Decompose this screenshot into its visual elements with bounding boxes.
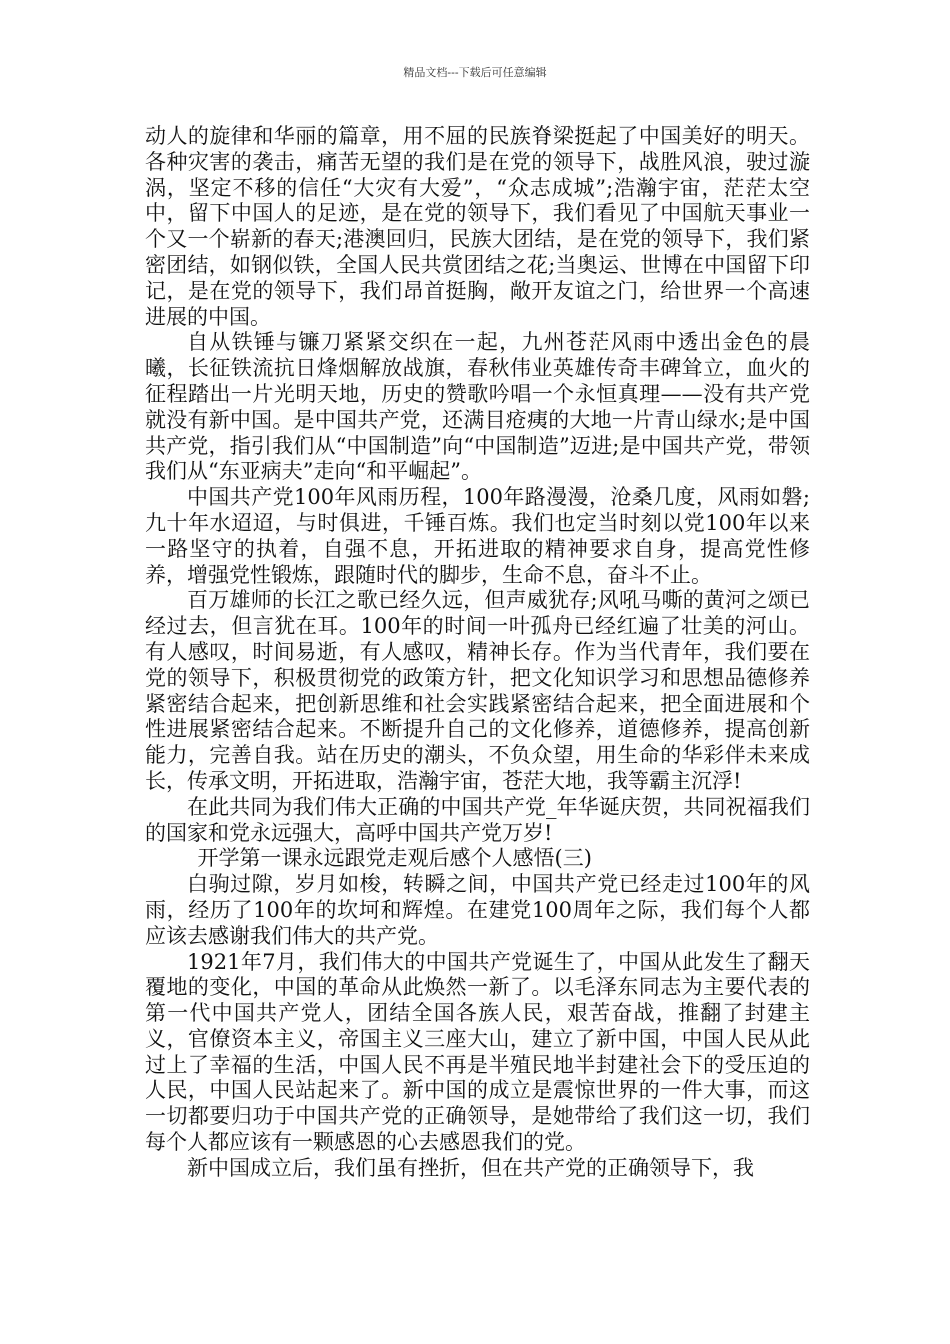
paragraph-continued: 动人的旋律和华丽的篇章，用不屈的民族脊梁挺起了中国美好的明天。各种灾害的袭击，痛苦无望的我们是在党的领导下，战胜风浪，驶过漩涡，坚定不移的信任“大灾有大爱”，“众志成城”;浩瀚宇宙，茫茫太空中，留下中国人的足迹，是在党的领导下，我们看见了中国航天事业一个又一个崭新的春天;港澳回归，民族大团结，是在党的领导下，我们紧密团结，如钢似铁，全国人民共赏团结之花;当奥运、世博在中国留下印记，是在党的领导下，我们昂首挺胸，敞开友谊之门，给世界一个高速进展的中国。: [145, 124, 810, 329]
paragraph: 中国共产党100年风雨历程，100年路漫漫，沧桑几度，风雨如磐;九十年水迢迢，与时俱进，千锤百炼。我们也定当时刻以党100年以来一路坚守的执着，自强不息，开拓进取的精神要求自身，提高党性修养，增强党性锻炼，跟随时代的脚步，生命不息，奋斗不止。: [145, 485, 810, 587]
paragraph: 在此共同为我们伟大正确的中国共产党_年华诞庆贺，共同祝福我们的国家和党永远强大，高呼中国共产党万岁!: [145, 794, 810, 845]
paragraph: 自从铁锤与镰刀紧紧交织在一起，九州苍茫风雨中透出金色的晨曦，长征铁流抗日烽烟解放战旗，春秋伟业英雄传奇丰碑耸立，血火的征程踏出一片光明天地，历史的赞歌吟唱一个永恒真理——没有共产党就没有新中国。是中国共产党，还满目疮痍的大地一片青山绿水;是中国共产党，指引我们从“中国制造”向“中国制造”迈进;是中国共产党，带领我们从“东亚病夫”走向“和平崛起”。: [145, 330, 810, 484]
paragraph-truncated: 新中国成立后，我们虽有挫折，但在共产党的正确领导下，我: [187, 1155, 754, 1180]
paragraph: 百万雄师的长江之歌已经久远，但声威犹存;风吼马嘶的黄河之颂已经过去，但言犹在耳。100年的时间一叶孤舟已经红遍了壮美的河山。有人感叹，时间易逝，有人感叹，精神长存。作为当代青年，我们要在党的领导下，积极贯彻党的政策方针，把文化知识学习和思想品德修养紧密结合起来，把创新思维和社会实践紧密结合起来，把全面进展和个性进展紧密结合起来。不断提升自己的文化修养，道德修养，提高创新能力，完善自我。站在历史的潮头，不负众望，用生命的华彩伴未来成长，传承文明，开拓进取，浩瀚宇宙，苍茫大地，我等霸主沉浮!: [145, 588, 810, 793]
document-body: [145, 124, 810, 1182]
section-heading: 开学第一课永远跟党走观后感个人感悟(三): [197, 846, 592, 871]
page-header: 精品文档---下载后可任意编辑: [403, 66, 547, 79]
paragraph: 白驹过隙，岁月如梭，转瞬之间，中国共产党已经走过100年的风雨，经历了100年的坎坷和辉煌。在建党100周年之际，我们每个人都应该去感谢我们伟大的共产党。: [145, 872, 810, 948]
paragraph: 1921年7月，我们伟大的中国共产党诞生了，中国从此发生了翻天覆地的变化，中国的革命从此焕然一新了。以毛泽东同志为主要代表的第一代中国共产党人，团结全国各族人民，艰苦奋战，推翻了封建主义，官僚资本主义，帝国主义三座大山，建立了新中国，中国人民从此过上了幸福的生活，中国人民不再是半殖民地半封建社会下的受压迫的人民，中国人民站起来了。新中国的成立是震惊世界的一件大事，而这一切都要归功于中国共产党的正确领导，是她带给了我们这一切，我们每个人都应该有一颗感恩的心去感恩我们的党。: [145, 949, 810, 1155]
